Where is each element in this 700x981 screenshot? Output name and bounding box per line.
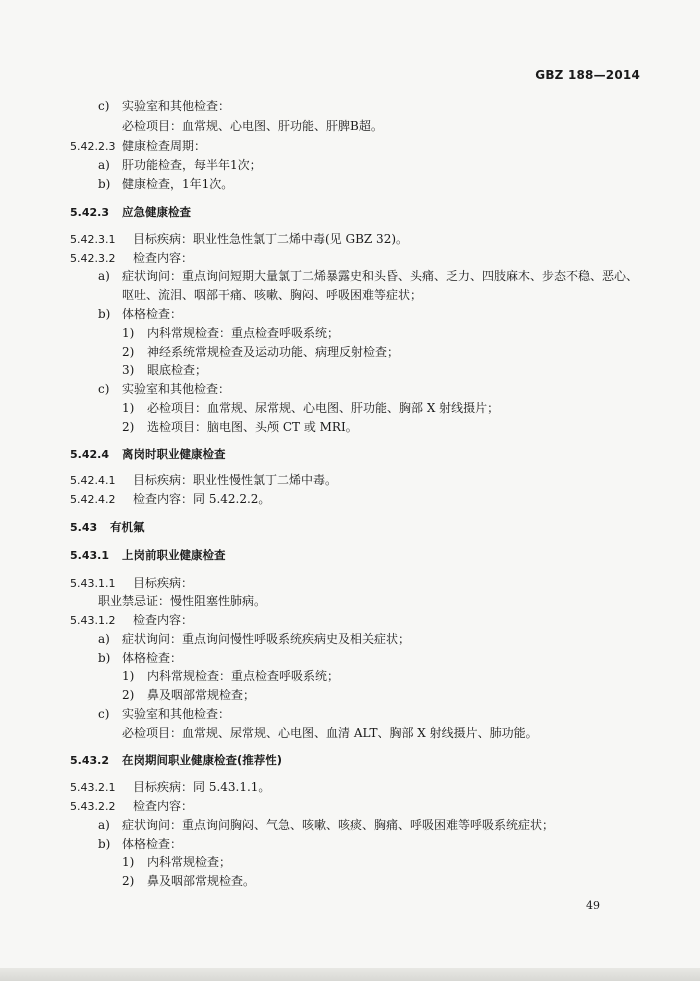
- clause-marker: 2): [122, 345, 135, 359]
- section-heading: [70, 204, 191, 221]
- clause-marker: 5.43.2: [70, 754, 109, 767]
- text-line: [70, 491, 270, 508]
- clause-text: 鼻及咽部常规检查。: [147, 874, 256, 888]
- clause-text: 神经系统常规检查及运动功能、病理反射检查；: [147, 345, 400, 359]
- clause-text: 检查内容：: [133, 799, 194, 813]
- text-line: [70, 779, 270, 796]
- text-line: [98, 98, 230, 114]
- clause-text: 实验室和其他检查：: [122, 99, 231, 113]
- text-line: [122, 668, 339, 684]
- text-line: [98, 836, 182, 852]
- clause-marker: 5.43.1: [70, 549, 109, 562]
- clause-marker: 2): [122, 688, 135, 702]
- clause-marker: 5.42.4.2: [70, 493, 116, 506]
- clause-text: 内科常规检查：重点检查呼吸系统；: [147, 326, 340, 340]
- clause-marker: c): [98, 707, 110, 721]
- clause-marker: b): [98, 307, 111, 321]
- text-line: [98, 706, 230, 722]
- text-line: [70, 138, 206, 155]
- clause-marker: 1): [122, 401, 135, 415]
- clause-text: 症状询问：重点询问胸闷、气急、咳嗽、咳痰、胸痛、呼吸困难等呼吸系统症状；: [122, 818, 555, 832]
- clause-marker: 3): [122, 363, 135, 377]
- text-line: [98, 650, 182, 666]
- clause-marker: 5.42.3.1: [70, 233, 116, 246]
- clause-marker: b): [98, 177, 111, 191]
- section-heading: [70, 752, 282, 769]
- text-line: [98, 176, 233, 192]
- clause-text: 检查内容：同 5.42.2.2。: [133, 492, 271, 506]
- clause-marker: a): [98, 818, 110, 832]
- text-line: [122, 725, 538, 741]
- text-line: [70, 250, 193, 267]
- text-line: [122, 362, 207, 378]
- clause-text: 目标疾病：职业性急性氯丁二烯中毒(见 GBZ 32)。: [133, 232, 409, 246]
- clause-text: 症状询问：重点询问慢性呼吸系统疾病史及相关症状；: [122, 632, 411, 646]
- text-line: [70, 798, 193, 815]
- text-line: [122, 118, 383, 134]
- clause-text: 必检项目：血常规、尿常规、心电图、血清 ALT、胸部 X 射线摄片、肺功能。: [122, 726, 538, 740]
- text-line: [98, 306, 182, 322]
- clause-marker: 1): [122, 669, 135, 683]
- text-line: [122, 854, 231, 870]
- clause-text: 目标疾病：: [133, 576, 194, 590]
- clause-text: 眼底检查；: [147, 363, 208, 377]
- clause-marker: 5.42.4.1: [70, 474, 116, 487]
- text-line: [122, 325, 339, 341]
- clause-marker: 5.43.1.1: [70, 577, 116, 590]
- clause-marker: c): [98, 99, 110, 113]
- clause-text: 有机氟: [110, 520, 145, 534]
- text-line: [122, 873, 255, 889]
- clause-marker: 5.42.4: [70, 448, 109, 461]
- clause-marker: 5.43.2.1: [70, 781, 116, 794]
- clause-marker: 5.43: [70, 521, 98, 534]
- clause-text: 职业禁忌证：慢性阻塞性肺病。: [98, 594, 267, 608]
- clause-marker: 5.43.2.2: [70, 800, 116, 813]
- clause-marker: b): [98, 651, 111, 665]
- text-line: [98, 381, 230, 397]
- standard-header: GBZ 188—2014: [535, 68, 640, 82]
- text-line: [70, 575, 193, 592]
- clause-text: 健康检查，1年1次。: [122, 177, 234, 191]
- text-line: [122, 400, 499, 416]
- clause-text: 应急健康检查: [122, 205, 191, 219]
- clause-text: 离岗时职业健康检查: [122, 447, 226, 461]
- clause-text: 症状询问：重点询问短期大量氯丁二烯暴露史和头昏、头痛、乏力、四肢麻木、步态不稳、恶心、: [122, 269, 639, 283]
- text-line: [70, 231, 408, 248]
- clause-text: 目标疾病：职业性慢性氯丁二烯中毒。: [133, 473, 338, 487]
- text-line: [98, 268, 638, 284]
- clause-text: 肝功能检查，每半年1次；: [122, 158, 262, 172]
- text-line: [98, 593, 266, 609]
- clause-text: 上岗前职业健康检查: [122, 548, 226, 562]
- section-heading: [70, 547, 226, 564]
- text-line: [98, 631, 410, 647]
- clause-text: 体格检查：: [122, 307, 183, 321]
- clause-text: 选检项目：脑电图、头颅 CT 或 MRI。: [147, 420, 358, 434]
- clause-marker: 1): [122, 326, 135, 340]
- clause-marker: c): [98, 382, 110, 396]
- clause-marker: 5.43.1.2: [70, 614, 116, 627]
- text-line: [98, 157, 262, 173]
- clause-text: 鼻及咽部常规检查；: [147, 688, 256, 702]
- text-line: [122, 687, 255, 703]
- clause-text: 实验室和其他检查：: [122, 707, 231, 721]
- clause-marker: 2): [122, 420, 135, 434]
- clause-marker: 2): [122, 874, 135, 888]
- clause-text: 检查内容：: [133, 613, 194, 627]
- clause-marker: 5.42.3.2: [70, 252, 116, 265]
- text-line: [122, 287, 422, 303]
- clause-text: 在岗期间职业健康检查(推荐性): [122, 753, 283, 767]
- text-line: [70, 612, 193, 629]
- page-number: 49: [586, 899, 600, 912]
- clause-marker: a): [98, 269, 110, 283]
- clause-text: 目标疾病：同 5.43.1.1。: [133, 780, 271, 794]
- clause-marker: 5.42.2.3: [70, 140, 116, 153]
- clause-marker: 5.42.3: [70, 206, 109, 219]
- clause-text: 呕吐、流泪、咽部干痛、咳嗽、胸闷、呼吸困难等症状；: [122, 288, 423, 302]
- clause-text: 健康检查周期：: [122, 139, 207, 153]
- section-heading: [70, 446, 226, 463]
- clause-text: 内科常规检查；: [147, 855, 232, 869]
- clause-text: 体格检查：: [122, 651, 183, 665]
- clause-marker: 1): [122, 855, 135, 869]
- text-line: [70, 472, 337, 489]
- text-line: [98, 817, 554, 833]
- clause-text: 实验室和其他检查：: [122, 382, 231, 396]
- clause-marker: b): [98, 837, 111, 851]
- text-line: [122, 344, 399, 360]
- clause-text: 检查内容：: [133, 251, 194, 265]
- clause-marker: a): [98, 632, 110, 646]
- section-heading: [70, 519, 145, 536]
- scan-edge: [0, 968, 700, 981]
- clause-text: 必检项目：血常规、尿常规、心电图、肝功能、胸部 X 射线摄片；: [147, 401, 500, 415]
- text-line: [122, 419, 358, 435]
- clause-marker: a): [98, 158, 110, 172]
- clause-text: 必检项目：血常规、心电图、肝功能、肝脾B超。: [122, 119, 383, 133]
- clause-text: 内科常规检查：重点检查呼吸系统；: [147, 669, 340, 683]
- clause-text: 体格检查：: [122, 837, 183, 851]
